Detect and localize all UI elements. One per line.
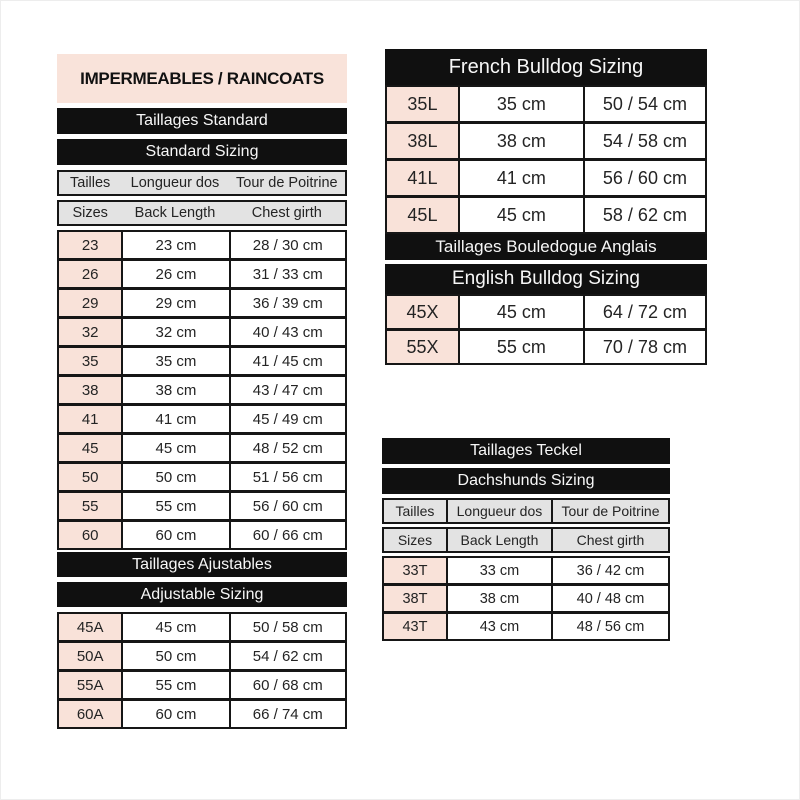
- table-row: [59, 640, 345, 669]
- section-header-english-bulldog-en: English Bulldog Sizing: [385, 264, 707, 294]
- back-length-cell: 35 cm: [458, 87, 583, 121]
- chest-girth-cell: 56 / 60 cm: [229, 493, 345, 519]
- table-row: [387, 87, 705, 121]
- back-length-cell: 26 cm: [121, 261, 228, 287]
- back-length-cell: 50 cm: [121, 643, 228, 669]
- chest-girth-cell: 64 / 72 cm: [583, 296, 705, 328]
- chest-girth-cell: 50 / 58 cm: [229, 614, 345, 640]
- back-length-cell: 60 cm: [121, 701, 228, 727]
- back-length-cell: 45 cm: [121, 614, 228, 640]
- table-row: [59, 316, 345, 345]
- size-cell: 45: [59, 435, 121, 461]
- column-header: Back Length: [134, 205, 216, 221]
- size-cell: 29: [59, 290, 121, 316]
- chest-girth-cell: 48 / 56 cm: [551, 614, 668, 639]
- table-row: [59, 403, 345, 432]
- back-length-cell: 55 cm: [121, 672, 228, 698]
- column-header: Chest girth: [551, 529, 668, 551]
- column-header: Tour de Poitrine: [551, 500, 668, 522]
- document-title: IMPERMEABLES / RAINCOATS: [57, 54, 347, 103]
- bulldog-sizing-table: [385, 49, 707, 365]
- english-bulldog-grid: [385, 294, 707, 365]
- size-cell: 55X: [387, 331, 458, 363]
- chest-girth-cell: 56 / 60 cm: [583, 161, 705, 195]
- table-row: [387, 158, 705, 195]
- table-row: [59, 374, 345, 403]
- table-row: [59, 345, 345, 374]
- section-header-standard-fr: Taillages Standard: [57, 108, 347, 134]
- table-row: [59, 432, 345, 461]
- table-row: [387, 328, 705, 363]
- dachshund-sizing-table: [382, 438, 670, 641]
- size-cell: 45X: [387, 296, 458, 328]
- column-headers-en: [57, 200, 347, 226]
- section-header-teckel-fr: Taillages Teckel: [382, 438, 670, 464]
- table-row: [59, 490, 345, 519]
- chest-girth-cell: 41 / 45 cm: [229, 348, 345, 374]
- column-header: Tour de Poitrine: [236, 175, 338, 191]
- size-cell: 38T: [384, 586, 446, 611]
- size-cell: 60A: [59, 701, 121, 727]
- chest-girth-cell: 36 / 39 cm: [229, 290, 345, 316]
- back-length-cell: 55 cm: [458, 331, 583, 363]
- table-row: [59, 519, 345, 548]
- table-row: [387, 296, 705, 328]
- section-header-standard-en: Standard Sizing: [57, 139, 347, 165]
- back-length-cell: 33 cm: [446, 558, 551, 583]
- back-length-cell: 45 cm: [458, 296, 583, 328]
- column-header: Longueur dos: [446, 500, 551, 522]
- size-cell: 35L: [387, 87, 458, 121]
- size-cell: 41: [59, 406, 121, 432]
- back-length-cell: 38 cm: [446, 586, 551, 611]
- table-row: [384, 583, 668, 611]
- table-row: [384, 558, 668, 583]
- french-bulldog-grid: [385, 85, 707, 234]
- size-cell: 55A: [59, 672, 121, 698]
- dachshund-sizing-grid: [382, 556, 670, 641]
- back-length-cell: 55 cm: [121, 493, 228, 519]
- chest-girth-cell: 40 / 48 cm: [551, 586, 668, 611]
- size-cell: 33T: [384, 558, 446, 583]
- column-headers-en: [382, 527, 670, 553]
- back-length-cell: 60 cm: [121, 522, 228, 548]
- size-cell: 45L: [387, 198, 458, 232]
- section-header-teckel-en: Dachshunds Sizing: [382, 468, 670, 494]
- back-length-cell: 45 cm: [458, 198, 583, 232]
- chest-girth-cell: 60 / 68 cm: [229, 672, 345, 698]
- size-cell: 50A: [59, 643, 121, 669]
- back-length-cell: 32 cm: [121, 319, 228, 345]
- size-cell: 38L: [387, 124, 458, 158]
- back-length-cell: 23 cm: [121, 232, 228, 258]
- column-header: Tailles: [384, 500, 446, 522]
- chest-girth-cell: 31 / 33 cm: [229, 261, 345, 287]
- back-length-cell: 50 cm: [121, 464, 228, 490]
- table-row: [387, 195, 705, 232]
- adjustable-sizing-grid: [57, 612, 347, 729]
- chest-girth-cell: 70 / 78 cm: [583, 331, 705, 363]
- table-row: [59, 669, 345, 698]
- section-header-adjustable-en: Adjustable Sizing: [57, 582, 347, 607]
- back-length-cell: 41 cm: [121, 406, 228, 432]
- back-length-cell: 41 cm: [458, 161, 583, 195]
- size-cell: 41L: [387, 161, 458, 195]
- table-row: [59, 232, 345, 258]
- chest-girth-cell: 43 / 47 cm: [229, 377, 345, 403]
- size-cell: 60: [59, 522, 121, 548]
- size-cell: 35: [59, 348, 121, 374]
- section-header-french-bulldog: French Bulldog Sizing: [385, 49, 707, 85]
- column-headers-fr: [382, 498, 670, 524]
- table-row: [59, 258, 345, 287]
- chest-girth-cell: 54 / 62 cm: [229, 643, 345, 669]
- table-row: [384, 611, 668, 639]
- table-row: [387, 121, 705, 158]
- back-length-cell: 38 cm: [458, 124, 583, 158]
- chest-girth-cell: 36 / 42 cm: [551, 558, 668, 583]
- chest-girth-cell: 40 / 43 cm: [229, 319, 345, 345]
- chest-girth-cell: 28 / 30 cm: [229, 232, 345, 258]
- size-cell: 55: [59, 493, 121, 519]
- column-headers-fr: [57, 170, 347, 196]
- column-header: Tailles: [70, 175, 111, 191]
- chest-girth-cell: 66 / 74 cm: [229, 701, 345, 727]
- table-row: [59, 614, 345, 640]
- chest-girth-cell: 50 / 54 cm: [583, 87, 705, 121]
- size-cell: 45A: [59, 614, 121, 640]
- table-row: [59, 461, 345, 490]
- raincoats-sizing-table: [57, 54, 347, 731]
- back-length-cell: 45 cm: [121, 435, 228, 461]
- size-cell: 26: [59, 261, 121, 287]
- column-header: Longueur dos: [130, 175, 220, 191]
- size-cell: 32: [59, 319, 121, 345]
- size-cell: 50: [59, 464, 121, 490]
- column-header: Chest girth: [251, 205, 322, 221]
- chest-girth-cell: 60 / 66 cm: [229, 522, 345, 548]
- section-header-english-bulldog-fr: Taillages Bouledogue Anglais: [385, 234, 707, 260]
- back-length-cell: 43 cm: [446, 614, 551, 639]
- section-header-adjustable-fr: Taillages Ajustables: [57, 552, 347, 577]
- back-length-cell: 38 cm: [121, 377, 228, 403]
- column-header: Sizes: [384, 529, 446, 551]
- column-header: Sizes: [72, 205, 108, 221]
- size-cell: 38: [59, 377, 121, 403]
- back-length-cell: 29 cm: [121, 290, 228, 316]
- back-length-cell: 35 cm: [121, 348, 228, 374]
- chest-girth-cell: 48 / 52 cm: [229, 435, 345, 461]
- size-cell: 43T: [384, 614, 446, 639]
- standard-sizing-grid: [57, 230, 347, 550]
- table-row: [59, 287, 345, 316]
- column-header: Back Length: [446, 529, 551, 551]
- table-row: [59, 698, 345, 727]
- chest-girth-cell: 58 / 62 cm: [583, 198, 705, 232]
- chest-girth-cell: 54 / 58 cm: [583, 124, 705, 158]
- chest-girth-cell: 51 / 56 cm: [229, 464, 345, 490]
- chest-girth-cell: 45 / 49 cm: [229, 406, 345, 432]
- size-cell: 23: [59, 232, 121, 258]
